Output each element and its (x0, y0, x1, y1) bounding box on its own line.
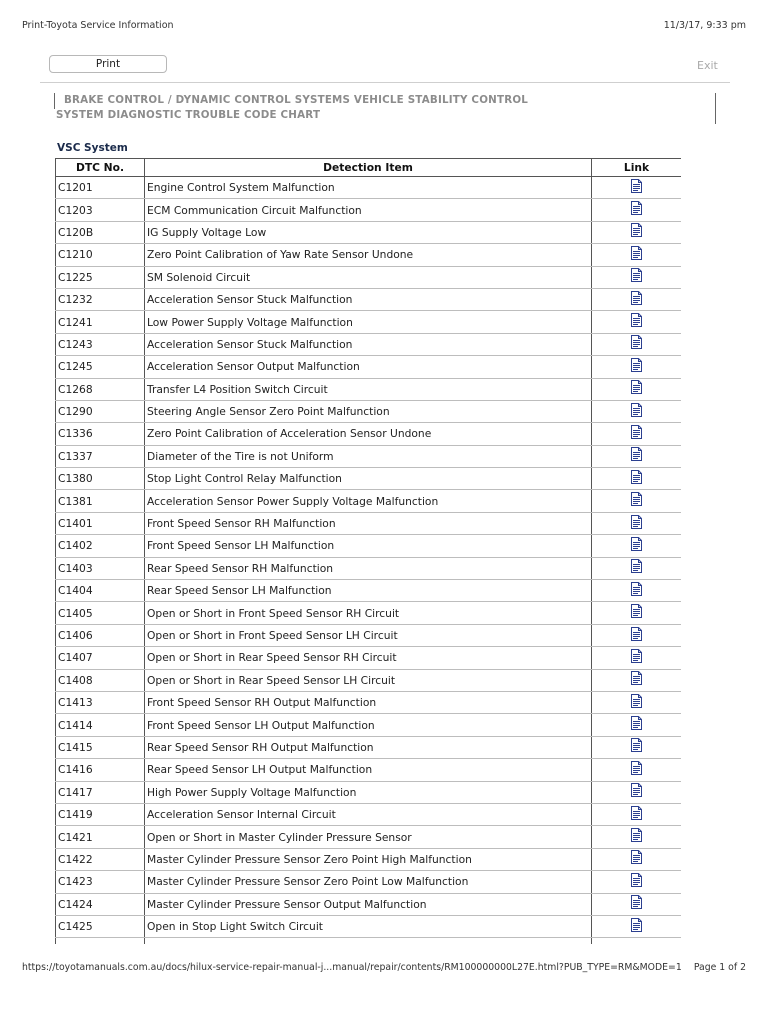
header-link: Link (592, 159, 682, 177)
table-row (56, 915, 682, 937)
dtc-code-cell: C1380 (56, 468, 145, 490)
document-icon[interactable] (630, 492, 643, 506)
link-cell (592, 378, 682, 400)
detection-item-cell: Rear Speed Sensor RH Malfunction (145, 557, 592, 579)
document-icon[interactable] (630, 895, 643, 909)
link-cell (592, 468, 682, 490)
dtc-code-cell: C1413 (56, 691, 145, 713)
link-cell (592, 490, 682, 512)
detection-item-cell: Acceleration Sensor Internal Circuit (145, 803, 592, 825)
dtc-code-cell: C1408 (56, 669, 145, 691)
dtc-code-cell: C1381 (56, 490, 145, 512)
table-row (56, 848, 682, 870)
dtc-code-cell: C1423 (56, 871, 145, 893)
header-detection-item: Detection Item (145, 159, 592, 177)
table-header-row (56, 159, 682, 177)
table-row (56, 221, 682, 243)
table-row (56, 781, 682, 803)
print-header-datetime: 11/3/17, 9:33 pm (663, 20, 746, 31)
link-cell (592, 423, 682, 445)
document-icon[interactable] (630, 716, 643, 730)
print-footer (22, 962, 746, 976)
title-right-bar (715, 93, 716, 124)
detection-item-cell: Low Power Supply Voltage Malfunction (145, 311, 592, 333)
dtc-code-cell: C1210 (56, 244, 145, 266)
dtc-code-cell: C1407 (56, 647, 145, 669)
detection-item-cell (145, 938, 592, 944)
document-icon[interactable] (630, 582, 643, 596)
detection-item-cell: Front Speed Sensor RH Output Malfunction (145, 691, 592, 713)
link-cell (592, 199, 682, 221)
detection-item-cell: Acceleration Sensor Output Malfunction (145, 356, 592, 378)
link-cell (592, 356, 682, 378)
dtc-code-cell: C1245 (56, 356, 145, 378)
exit-link[interactable]: Exit (697, 59, 718, 72)
dtc-code-cell: C1414 (56, 714, 145, 736)
link-cell (592, 669, 682, 691)
dtc-code-cell: C1416 (56, 759, 145, 781)
document-icon[interactable] (630, 783, 643, 797)
dtc-code-cell: C1402 (56, 535, 145, 557)
detection-item-cell: Steering Angle Sensor Zero Point Malfunction (145, 400, 592, 422)
document-icon[interactable] (630, 358, 643, 372)
header-dtc-no: DTC No. (56, 159, 145, 177)
link-cell (592, 602, 682, 624)
section-label: VSC System (57, 142, 128, 154)
page-title-line1: BRAKE CONTROL / DYNAMIC CONTROL SYSTEMS VEHICLE STABILITY CONTROL (64, 94, 529, 106)
detection-item-cell: SM Solenoid Circuit (145, 266, 592, 288)
table-row (56, 691, 682, 713)
dtc-code-cell: C1241 (56, 311, 145, 333)
dtc-code-cell: C1337 (56, 445, 145, 467)
document-icon[interactable] (630, 761, 643, 775)
print-header-title: Print-Toyota Service Information (22, 20, 174, 31)
detection-item-cell: Master Cylinder Pressure Sensor Zero Point Low Malfunction (145, 871, 592, 893)
dtc-code-cell: C1290 (56, 400, 145, 422)
print-header (22, 20, 746, 34)
detection-item-cell: Diameter of the Tire is not Uniform (145, 445, 592, 467)
table-row (56, 423, 682, 445)
page-title-line2: SYSTEM DIAGNOSTIC TROUBLE CODE CHART (56, 109, 321, 121)
detection-item-cell: Rear Speed Sensor LH Malfunction (145, 580, 592, 602)
dtc-code-cell: C1415 (56, 736, 145, 758)
table-row (56, 647, 682, 669)
document-icon[interactable] (630, 515, 643, 529)
document-icon[interactable] (630, 291, 643, 305)
link-cell (592, 691, 682, 713)
link-cell (592, 445, 682, 467)
document-icon[interactable] (630, 918, 643, 932)
detection-item-cell: Zero Point Calibration of Acceleration Sensor Undone (145, 423, 592, 445)
link-cell (592, 624, 682, 646)
document-icon[interactable] (630, 649, 643, 663)
dtc-code-cell: C1403 (56, 557, 145, 579)
table-row (56, 580, 682, 602)
table-row (56, 803, 682, 825)
table-row (56, 333, 682, 355)
table-row (56, 490, 682, 512)
detection-item-cell: Engine Control System Malfunction (145, 177, 592, 199)
link-cell (592, 647, 682, 669)
footer-url: https://toyotamanuals.com.au/docs/hilux-service-repair-manual-j...manual/repair/contents/RM100000000L27E.html?PUB_TYPE=RM&MODE=1 (22, 962, 682, 973)
table-row (56, 400, 682, 422)
table-row (56, 871, 682, 893)
document-icon[interactable] (630, 380, 643, 394)
document-icon[interactable] (630, 268, 643, 282)
document-icon[interactable] (630, 850, 643, 864)
table-row (56, 624, 682, 646)
dtc-code-cell: C1232 (56, 288, 145, 310)
table-row (56, 311, 682, 333)
dtc-code-cell: C1268 (56, 378, 145, 400)
detection-item-cell: Stop Light Control Relay Malfunction (145, 468, 592, 490)
dtc-code-cell: C1243 (56, 333, 145, 355)
table-row (56, 356, 682, 378)
dtc-table (55, 158, 681, 944)
detection-item-cell: Zero Point Calibration of Yaw Rate Sensor Undone (145, 244, 592, 266)
table-row (56, 199, 682, 221)
link-cell (592, 714, 682, 736)
dtc-code-cell: C1225 (56, 266, 145, 288)
dtc-code-cell: C1336 (56, 423, 145, 445)
link-cell (592, 759, 682, 781)
document-icon[interactable] (630, 671, 643, 685)
footer-page-indicator: Page 1 of 2 (693, 962, 746, 973)
link-cell (592, 803, 682, 825)
link-cell (592, 781, 682, 803)
detection-item-cell: High Power Supply Voltage Malfunction (145, 781, 592, 803)
dtc-code-cell: C1406 (56, 624, 145, 646)
table-row (56, 468, 682, 490)
dtc-code-cell: C1201 (56, 177, 145, 199)
detection-item-cell: Transfer L4 Position Switch Circuit (145, 378, 592, 400)
page-title (56, 93, 616, 123)
table-row (56, 266, 682, 288)
detection-item-cell: ECM Communication Circuit Malfunction (145, 199, 592, 221)
dtc-code-cell: C1203 (56, 199, 145, 221)
detection-item-cell: Front Speed Sensor LH Malfunction (145, 535, 592, 557)
table-row (56, 736, 682, 758)
table-row (56, 288, 682, 310)
table-row (56, 826, 682, 848)
link-cell (592, 266, 682, 288)
detection-item-cell: Open or Short in Front Speed Sensor LH Circuit (145, 624, 592, 646)
link-cell (592, 333, 682, 355)
link-cell (592, 871, 682, 893)
document-icon[interactable] (630, 201, 643, 215)
detection-item-cell: Open or Short in Front Speed Sensor RH Circuit (145, 602, 592, 624)
document-icon[interactable] (630, 179, 643, 193)
link-cell (592, 311, 682, 333)
table-row (56, 177, 682, 199)
detection-item-cell: IG Supply Voltage Low (145, 221, 592, 243)
document-icon[interactable] (630, 403, 643, 417)
dtc-code-cell: C1422 (56, 848, 145, 870)
print-button[interactable]: Print (49, 55, 167, 73)
detection-item-cell: Open in Stop Light Switch Circuit (145, 915, 592, 937)
link-cell (592, 288, 682, 310)
table-row (56, 512, 682, 534)
dtc-code-cell: C1401 (56, 512, 145, 534)
table-row (56, 378, 682, 400)
dtc-code-cell: C120B (56, 221, 145, 243)
detection-item-cell: Open or Short in Rear Speed Sensor LH Circuit (145, 669, 592, 691)
document-icon[interactable] (630, 806, 643, 820)
detection-item-cell: Rear Speed Sensor LH Output Malfunction (145, 759, 592, 781)
table-row (56, 714, 682, 736)
detection-item-cell: Acceleration Sensor Stuck Malfunction (145, 333, 592, 355)
detection-item-cell: Rear Speed Sensor RH Output Malfunction (145, 736, 592, 758)
table-row (56, 244, 682, 266)
document-icon[interactable] (630, 313, 643, 327)
document-icon[interactable] (630, 223, 643, 237)
link-cell (592, 512, 682, 534)
link-cell (592, 938, 682, 944)
dtc-code-cell: C1404 (56, 580, 145, 602)
table-row (56, 535, 682, 557)
dtc-table-container (55, 158, 681, 944)
table-row (56, 938, 682, 944)
detection-item-cell: Acceleration Sensor Power Supply Voltage Malfunction (145, 490, 592, 512)
table-row (56, 669, 682, 691)
dtc-code-cell: C1405 (56, 602, 145, 624)
detection-item-cell: Master Cylinder Pressure Sensor Zero Point High Malfunction (145, 848, 592, 870)
document-icon[interactable] (630, 537, 643, 551)
link-cell (592, 244, 682, 266)
detection-item-cell: Front Speed Sensor RH Malfunction (145, 512, 592, 534)
dtc-code-cell (56, 938, 145, 944)
table-row (56, 557, 682, 579)
detection-item-cell: Open or Short in Master Cylinder Pressure Sensor (145, 826, 592, 848)
link-cell (592, 221, 682, 243)
detection-item-cell: Acceleration Sensor Stuck Malfunction (145, 288, 592, 310)
link-cell (592, 848, 682, 870)
document-icon[interactable] (630, 425, 643, 439)
document-icon[interactable] (630, 604, 643, 618)
link-cell (592, 177, 682, 199)
document-icon[interactable] (630, 694, 643, 708)
document-icon[interactable] (630, 559, 643, 573)
document-icon[interactable] (630, 335, 643, 349)
dtc-code-cell: C1424 (56, 893, 145, 915)
document-icon[interactable] (630, 627, 643, 641)
dtc-code-cell: C1421 (56, 826, 145, 848)
link-cell (592, 736, 682, 758)
dtc-code-cell: C1425 (56, 915, 145, 937)
detection-item-cell: Open or Short in Rear Speed Sensor RH Circuit (145, 647, 592, 669)
link-cell (592, 557, 682, 579)
detection-item-cell: Master Cylinder Pressure Sensor Output Malfunction (145, 893, 592, 915)
top-divider (40, 82, 730, 83)
document-icon[interactable] (630, 738, 643, 752)
title-left-bar (54, 93, 55, 109)
table-row (56, 759, 682, 781)
link-cell (592, 400, 682, 422)
detection-item-cell: Front Speed Sensor LH Output Malfunction (145, 714, 592, 736)
dtc-code-cell: C1417 (56, 781, 145, 803)
document-icon[interactable] (630, 470, 643, 484)
link-cell (592, 535, 682, 557)
link-cell (592, 826, 682, 848)
document-icon[interactable] (630, 828, 643, 842)
document-icon[interactable] (630, 447, 643, 461)
table-row (56, 602, 682, 624)
link-cell (592, 893, 682, 915)
table-row (56, 893, 682, 915)
document-icon[interactable] (630, 873, 643, 887)
link-cell (592, 580, 682, 602)
table-row (56, 445, 682, 467)
dtc-code-cell: C1419 (56, 803, 145, 825)
link-cell (592, 915, 682, 937)
document-icon[interactable] (630, 246, 643, 260)
